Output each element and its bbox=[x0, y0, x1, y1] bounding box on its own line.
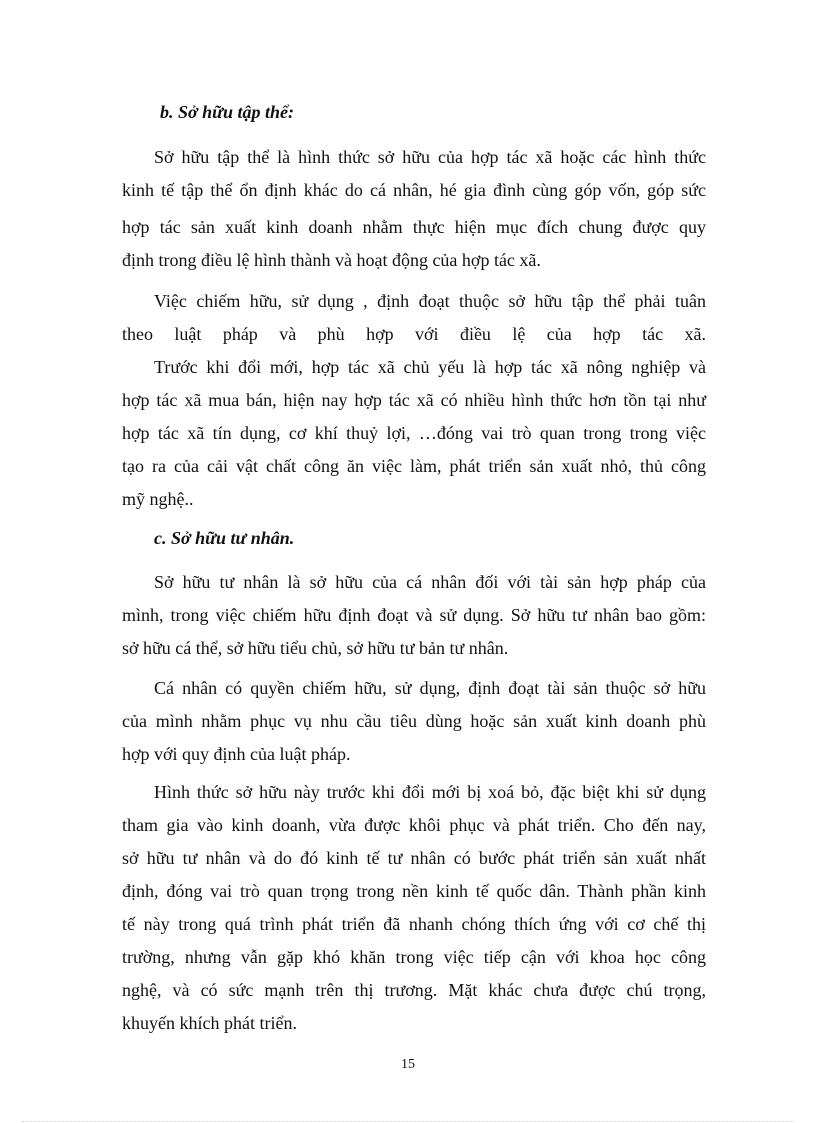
paragraph-private-history bbox=[122, 776, 706, 1040]
text-line: mỹ nghệ.. bbox=[122, 489, 194, 509]
text-line: Trước khi đổi mới, hợp tác xã chủ yếu là hợp tác xã nông nghiệp và bbox=[154, 357, 706, 377]
page-number: 15 bbox=[401, 1057, 415, 1072]
text-line: của mình nhằm phục vụ nhu cầu tiêu dùng hoặc sản xuất kinh doanh phù bbox=[122, 711, 706, 731]
text-line: Sở hữu tập thể là hình thức sở hữu của hợp tác xã hoặc các hình thức bbox=[154, 147, 706, 167]
text-line: theo luật pháp và phù hợp với điều lệ của hợp tác xã. bbox=[122, 324, 706, 344]
text-line: nghệ, và có sức mạnh trên thị trương. Mặt khác chưa được chú trọng, bbox=[122, 980, 706, 1000]
text-line: tế này trong quá trình phát triển đã nhanh chóng thích ứng với cơ chế thị bbox=[122, 914, 706, 934]
text-line: hợp tác xã mua bán, hiện nay hợp tác xã có nhiều hình thức hơn tồn tại như bbox=[122, 390, 706, 410]
text-line: tham gia vào kinh doanh, vừa được khôi phục và phát triển. Cho đến nay, bbox=[122, 815, 706, 835]
section-heading-b: b. Sở hữu tập thể: bbox=[160, 102, 294, 122]
text-line: kinh tế tập thể ổn định khác do cá nhân, hé gia đình cùng góp vốn, góp sức bbox=[122, 180, 706, 200]
text-line: mình, trong việc chiếm hữu định đoạt và sử dụng. Sở hữu tư nhân bao gồm: bbox=[122, 605, 706, 625]
paragraph-private-definition bbox=[122, 566, 706, 665]
paragraph-private-rights bbox=[122, 672, 706, 771]
section-heading-c: c. Sở hữu tư nhân. bbox=[154, 528, 295, 548]
text-line: Cá nhân có quyền chiếm hữu, sử dụng, định đoạt tài sản thuộc sở hữu bbox=[154, 678, 706, 698]
text-line: khuyến khích phát triển. bbox=[122, 1013, 297, 1033]
text-line: hợp tác sản xuất kinh doanh nhằm thực hiện mục đích chung được quy bbox=[122, 217, 706, 237]
paragraph-collective-usage bbox=[122, 285, 706, 516]
text-line: Việc chiếm hữu, sử dụng , định đoạt thuộc sở hữu tập thể phải tuân bbox=[154, 291, 706, 311]
text-line: hợp với quy định của luật pháp. bbox=[122, 744, 351, 764]
text-line: định trong điều lệ hình thành và hoạt động của hợp tác xã. bbox=[122, 250, 541, 270]
text-line: định, đóng vai trò quan trọng trong nền kinh tế quốc dân. Thành phần kinh bbox=[122, 881, 706, 901]
text-line: hợp tác xã tín dụng, cơ khí thuỷ lợi, …đóng vai trò quan trong trong việc bbox=[122, 423, 706, 443]
text-line: trường, nhưng vẫn gặp khó khăn trong việc tiếp cận với khoa học công bbox=[122, 947, 706, 967]
text-line: sở hữu cá thể, sở hữu tiểu chủ, sở hữu tư bản tư nhân. bbox=[122, 638, 509, 658]
page-bottom-border bbox=[22, 1121, 794, 1122]
paragraph-collective-definition bbox=[122, 141, 706, 277]
text-line: sở hữu tư nhân và do đó kinh tế tư nhân có bước phát triển sản xuất nhất bbox=[122, 848, 706, 868]
text-line: Sở hữu tư nhân là sở hữu của cá nhân đối với tài sản hợp pháp của bbox=[154, 572, 706, 592]
text-line: Hình thức sở hữu này trước khi đổi mới bị xoá bỏ, đặc biệt khi sử dụng bbox=[154, 782, 706, 802]
text-line: tạo ra của cải vật chất công ăn việc làm, phát triển sản xuất nhỏ, thủ công bbox=[122, 456, 706, 476]
